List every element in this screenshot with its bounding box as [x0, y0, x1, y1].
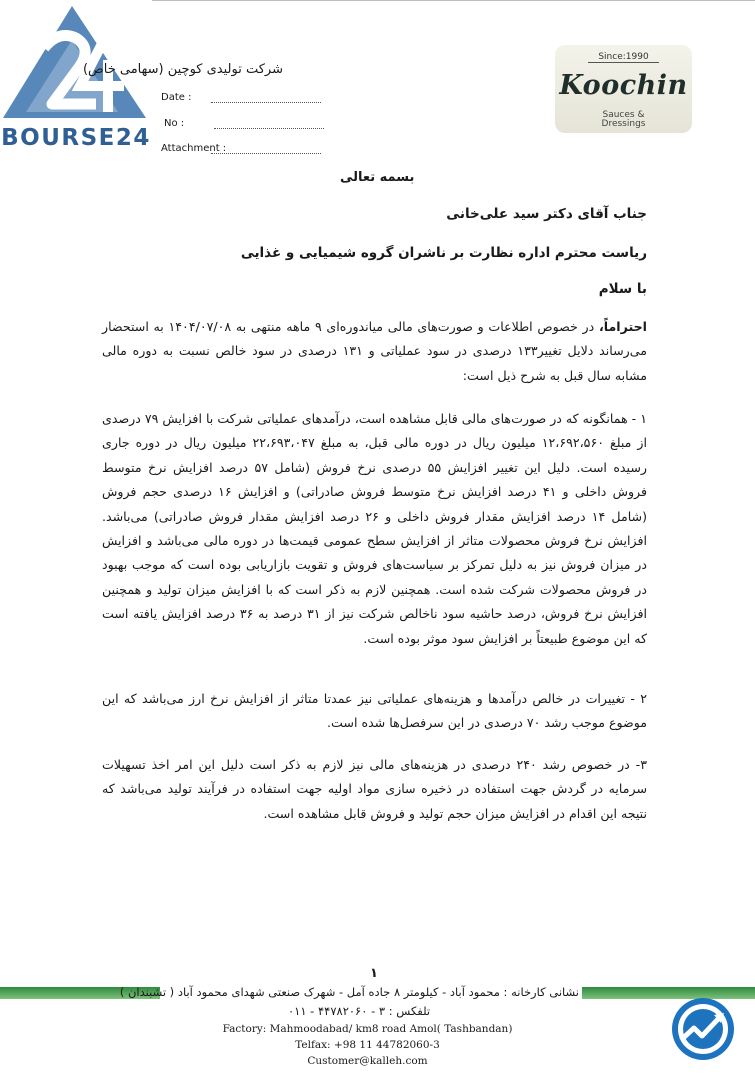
- paragraph-3: ۳- در خصوص رشد ۲۴۰ درصدی در هزینه‌های مالی نیز لازم به ذکر است دلیل این امر اخذ تسهیلات سرمایه در گردش جهت استفاده در ذخیره سازی مواد اولیه جهت استفاده در فرآیند تولید می‌باشد که نتیجه این اقدام در افزایش میزان حجم تولید و فروش قابل مشاهده است.: [102, 757, 647, 821]
- number-field: [164, 118, 324, 129]
- paragraph-2: ۲ - تغییرات در خالص درآمدها و هزینه‌های عملیاتی نیز عمدتا متاثر از افزایش نرخ ارز می‌باشد که این موضوع موجب رشد ۷۰ درصدی در این سرفصل‌ها شده است.: [102, 691, 647, 731]
- intro-text: در خصوص اطلاعات و صورت‌های مالی میاندوره‌ای ۹ ماهه منتهی به ۱۴۰۴/۰۷/۰۸ به استحضار می‌رساند دلایل تغییر۱۳۳ درصدی در سود عملیاتی و ۱۳۱ درصدی در سود خالص نسبت به دوره مالی مشابه سال قبل به شرح ذیل است:: [102, 319, 647, 383]
- attachment-field: [161, 143, 321, 154]
- koochin-logo: [555, 45, 692, 133]
- intro-paragraph: [102, 315, 647, 388]
- addressee-position: ریاست محترم اداره نظارت بر ناشران گروه شیمیایی و غذایی: [240, 245, 647, 261]
- factory-address-fa: نشانی کارخانه : محمود آباد - کیلومتر ۸ جاده آمل - شهرک صنعتی شهدای محمود آباد ( تشبندان ): [119, 985, 579, 999]
- phone-fa: تلفکس : ۳ - ۴۴۷۸۲۰۶۰ - ۰۱۱: [288, 1004, 431, 1018]
- telfax-en: Telfax: +98 11 44782060-3: [295, 1039, 440, 1051]
- paragraph-1: ۱ - همانگونه که در صورت‌های مالی قابل مشاهده است، درآمدهای عملیاتی شرکت با افزایش ۷۹ درصدی از مبلغ ۱۲،۶۹۲،۵۶۰ میلیون ریال در دوره مالی قبل، به مبلغ ۲۲،۶۹۳،۰۴۷ میلیون ریال در دوره جاری رسیده است. دلیل این تغییر افزایش ۵۵ درصدی نرخ فروش (شامل ۵۷ درصد افزایش نرخ متوسط فروش داخلی و ۴۱ درصد افزایش نرخ متوسط فروش صادراتی) و افزایش ۱۶ درصدی حجم فروش (شامل ۱۴ درصد افزایش مقدار فروش داخلی و ۲۶ درصد افزایش مقدار فروش صادراتی) می‌باشد. افزایش نرخ فروش محصولات متاثر از افزایش سطح عمومی قیمت‌ها در دوره مالی می‌باشد و افزایش در میزان فروش نیز به دلیل تمرکز بر سیاست‌های فروش و تقویت بازاریابی بوده است که موجب بهبود در فروش محصولات شرکت شده است. همچنین لازم به ذکر است که با افزایش میزان تولید و همچنین افزایش نرخ فروش، درصد حاشیه سود ناخالص شرکت نیز از ۳۱ درصد به ۳۶ درصد افزایش یافته است که این موضوع طبیعتاً بر افزایش سود موثر بوده است.: [102, 411, 648, 646]
- intro-lead: احتراماً،: [598, 319, 647, 334]
- logo-tagline-1: Sauces &: [602, 110, 645, 120]
- number-line: [214, 128, 324, 129]
- number-label: No :: [164, 118, 185, 129]
- trend-chart-icon: [670, 996, 736, 1062]
- date-label: Date :: [161, 92, 192, 103]
- bourse24-text: BOURSE24: [1, 125, 151, 151]
- top-rule: [152, 0, 755, 1]
- page-number: ۱: [370, 966, 378, 981]
- email-link[interactable]: Customer@kalleh.com: [307, 1055, 428, 1067]
- attachment-label: Attachment :: [161, 143, 227, 154]
- date-field: [161, 92, 321, 103]
- logo-tagline-2: Dressings: [601, 119, 646, 129]
- letter-title: بسمه تعالی: [340, 170, 415, 185]
- logo-since: Since:1990: [588, 52, 658, 63]
- factory-address-en: Factory: Mahmoodabad/ km8 road Amol( Tashbandan): [222, 1023, 513, 1035]
- date-line: [211, 102, 321, 103]
- greeting: با سلام: [598, 281, 647, 297]
- bottom-chart-logo: [670, 996, 736, 1062]
- logo-brand: Koochin: [559, 70, 688, 101]
- attachment-line: [211, 153, 321, 154]
- company-name-fa: شرکت تولیدی کوچین (سهامی خاص): [82, 62, 283, 77]
- addressee-name: جناب آقای دکتر سید علی‌خانی: [446, 206, 647, 222]
